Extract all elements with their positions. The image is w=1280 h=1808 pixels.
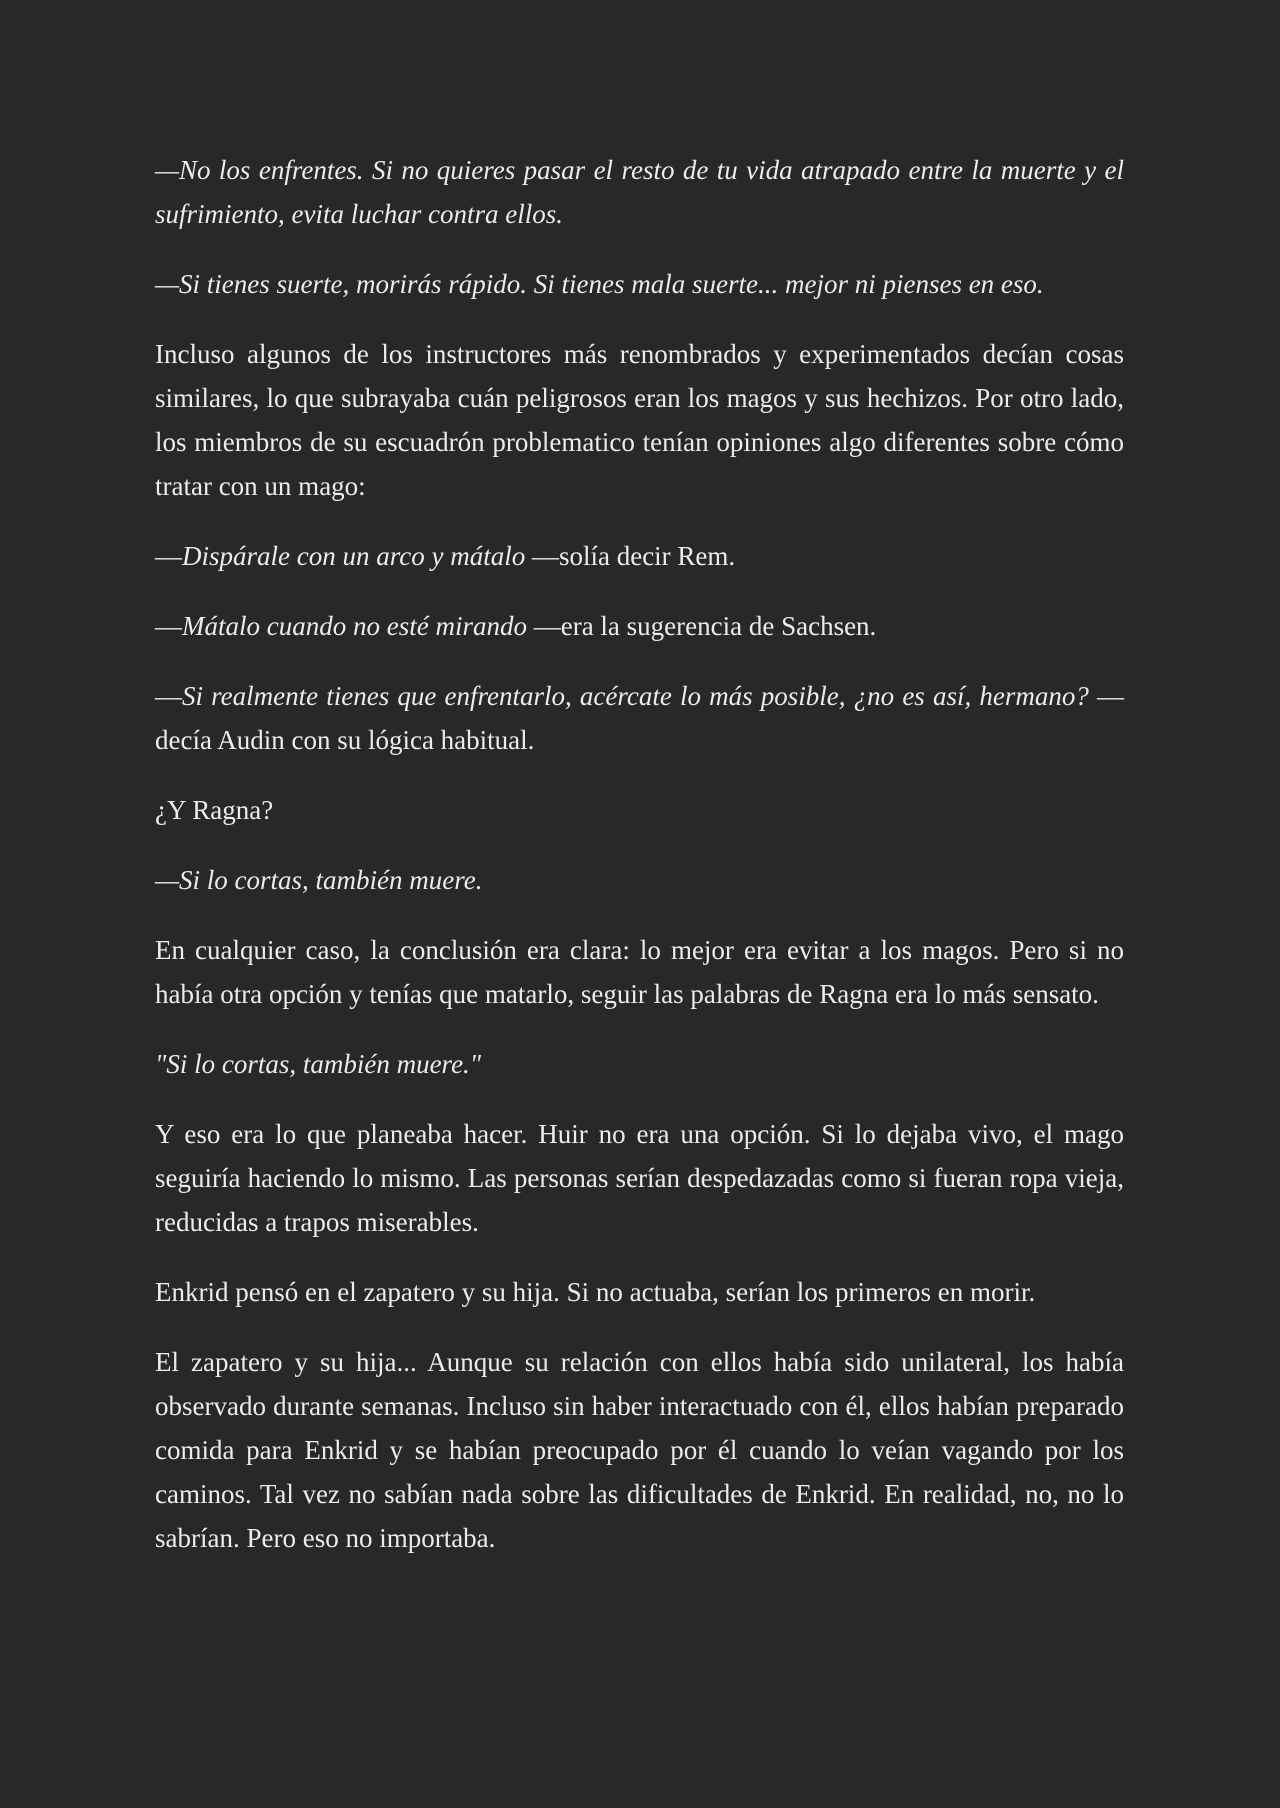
paragraph-text: Incluso algunos de los instructores más renombrados y experimentados decían cosas similares, lo que subrayaba cuán peligrosos eran los magos y sus hechizos. Por otro lado, los miembros de su escuadrón problematico tenían opiniones algo diferentes sobre cómo tratar con un mago: [155, 339, 1124, 501]
dialogue-dash: — [1088, 681, 1125, 711]
dialogue-tag: decía Audin con su lógica habitual. [155, 725, 535, 755]
paragraph-text: Y eso era lo que planeaba hacer. Huir no era una opción. Si lo dejaba vivo, el mago seguiría haciendo lo mismo. Las personas serían despedazadas como si fueran ropa vieja, reducidas a trapos miserables. [155, 1119, 1124, 1237]
dialogue-dash: — [155, 269, 180, 299]
dialogue-dash: — [526, 611, 561, 641]
dialogue-dash: — [155, 865, 180, 895]
paragraph-10 [155, 1042, 1124, 1086]
paragraph-7 [155, 788, 1124, 832]
dialogue-dash: — [525, 541, 559, 571]
paragraph-text: El zapatero y su hija... Aunque su relación con ellos había sido unilateral, los había observado durante semanas. Incluso sin haber interactuado con él, ellos habían preparado comida para Enkrid y se habían preocupado por él cuando lo veían vagando por los caminos. Tal vez no sabían nada sobre las dificultades de Enkrid. En realidad, no, no lo sabrían. Pero eso no importaba. [155, 1347, 1124, 1553]
paragraph-text: Enkrid pensó en el zapatero y su hija. Si no actuaba, serían los primeros en morir. [155, 1277, 1036, 1307]
dialogue-quote: Dispárale con un arco y mátalo [182, 541, 526, 571]
dialogue-quote: Mátalo cuando no esté mirando [182, 611, 527, 641]
paragraph-6 [155, 674, 1124, 762]
paragraph-4 [155, 534, 1124, 578]
dialogue-tag: solía decir Rem. [558, 541, 736, 571]
paragraph-3 [155, 332, 1124, 508]
paragraph-5 [155, 604, 1124, 648]
dialogue-dash: — [155, 681, 182, 711]
paragraph-12 [155, 1270, 1124, 1314]
paragraph-1 [155, 148, 1124, 236]
paragraph-text: No los enfrentes. Si no quieres pasar el resto de tu vida atrapado entre la muerte y el sufrimiento, evita luchar contra ellos. [155, 155, 1124, 229]
paragraph-13 [155, 1340, 1124, 1560]
dialogue-tag: era la sugerencia de Sachsen. [560, 611, 877, 641]
dialogue-dash: — [155, 611, 182, 641]
paragraph-2 [155, 262, 1124, 306]
paragraph-text: Si tienes suerte, morirás rápido. Si tienes mala suerte... mejor ni pienses en eso. [179, 269, 1044, 299]
paragraph-text: Si lo cortas, también muere. [179, 865, 483, 895]
reader-page [155, 148, 1124, 1586]
paragraph-text: En cualquier caso, la conclusión era clara: lo mejor era evitar a los magos. Pero si no había otra opción y tenías que matarlo, seguir las palabras de Ragna era lo más sensato. [155, 935, 1124, 1009]
paragraph-9 [155, 928, 1124, 1016]
paragraph-text: ¿Y Ragna? [155, 795, 274, 825]
paragraph-text: "Si lo cortas, también muere." [155, 1049, 482, 1079]
paragraph-8 [155, 858, 1124, 902]
dialogue-quote: Si realmente tienes que enfrentarlo, acércate lo más posible, ¿no es así, hermano? [182, 681, 1089, 711]
dialogue-dash: — [155, 155, 180, 185]
paragraph-11 [155, 1112, 1124, 1244]
dialogue-dash: — [155, 541, 182, 571]
